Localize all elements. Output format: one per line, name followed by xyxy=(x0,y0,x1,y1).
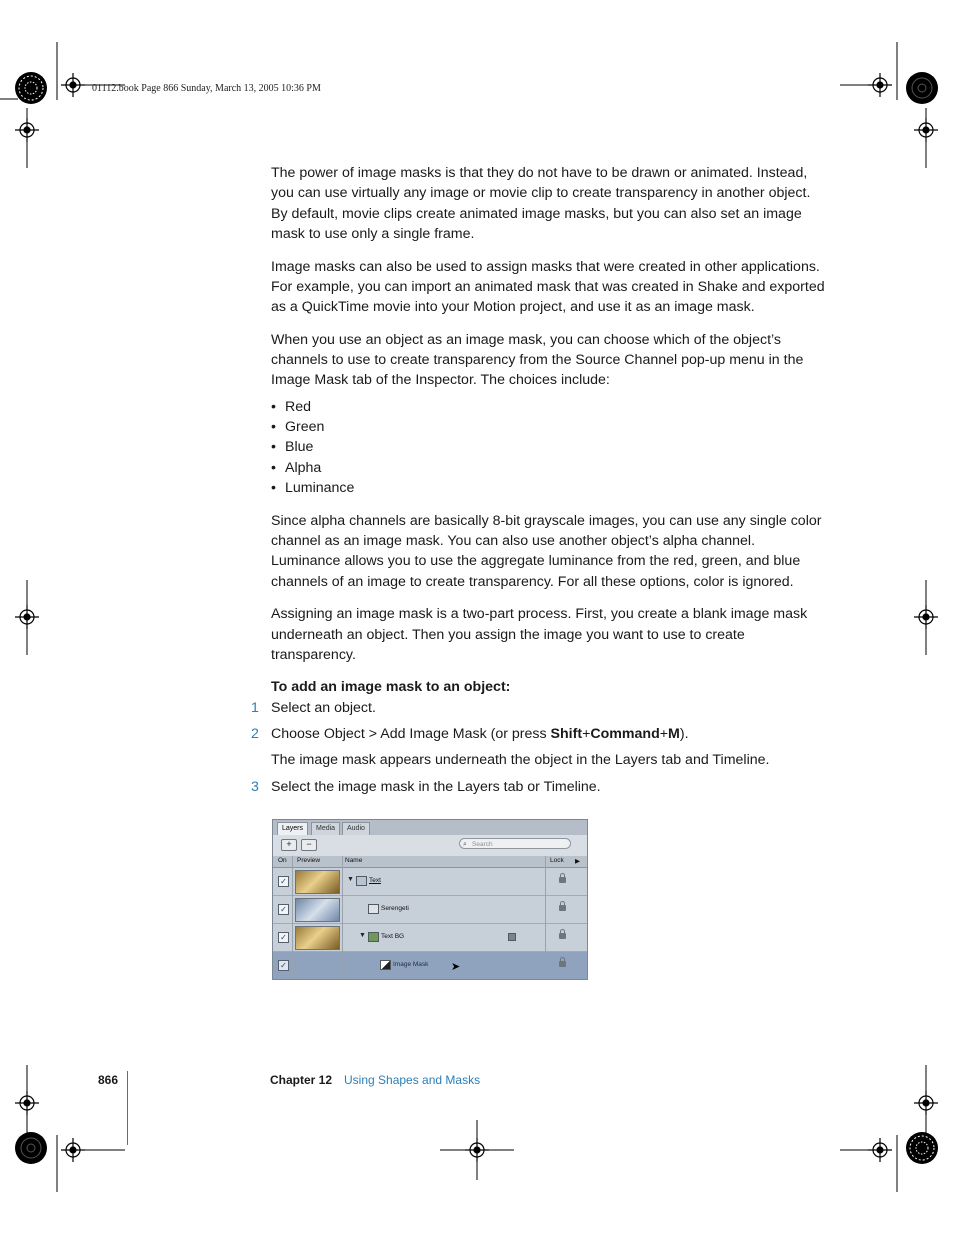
plus: + xyxy=(582,726,591,743)
paragraph: Assigning an image mask is a two-part process. First, you create a blank image mask underneath an object. Then you assign the image you want to use to create transparency. xyxy=(271,606,808,663)
column-preview[interactable]: Preview xyxy=(297,857,321,864)
paragraph: When you use an object as an image mask, you can choose which of the object’s channels to use to create transparency from the Source Channel pop-up menu in the Image Mask tab of the Inspector. The choices include: xyxy=(271,331,804,389)
list-item: • Alpha xyxy=(271,458,827,478)
enable-checkbox[interactable]: ✓ xyxy=(278,904,289,915)
layer-name[interactable]: Image Mask xyxy=(393,961,429,968)
step-number: 3 xyxy=(251,778,259,795)
disclosure-triangle-icon[interactable]: ▼ xyxy=(347,876,354,883)
tab-layers[interactable]: Layers xyxy=(277,822,308,835)
lock-icon[interactable] xyxy=(559,933,566,939)
remove-layer-button[interactable]: − xyxy=(301,839,317,851)
enable-checkbox[interactable]: ✓ xyxy=(278,932,289,943)
paragraph: Since alpha channels are basically 8-bit grayscale images, you can use any single color channel as an image mask. You can also use another object’s alpha channel. Luminance allows you to use the aggregate luminance from the red, green, and blue channels of an image to create transparency. For all these options, color is ignored. xyxy=(271,512,822,590)
disclosure-triangle-icon[interactable]: ▼ xyxy=(359,932,366,939)
step-number: 1 xyxy=(251,699,259,716)
image-layer-icon xyxy=(368,932,379,942)
layer-row[interactable] xyxy=(273,868,587,896)
chapter-title: Using Shapes and Masks xyxy=(344,1073,481,1087)
column-divider xyxy=(545,856,546,979)
chevron-right-icon[interactable]: ▶ xyxy=(575,858,580,865)
layers-toolbar xyxy=(273,835,587,856)
print-slug: 01112.book Page 866 Sunday, March 13, 2005 10:36 PM xyxy=(92,83,321,94)
mask-indicator-icon xyxy=(508,933,516,941)
shift-key: Shift xyxy=(550,726,583,743)
image-mask-icon xyxy=(380,960,391,970)
search-icon: ⌕ xyxy=(463,841,467,848)
lock-icon[interactable] xyxy=(559,961,566,967)
column-on[interactable]: On xyxy=(278,857,287,864)
layers-panel xyxy=(272,819,588,980)
tab-audio[interactable]: Audio xyxy=(342,822,370,835)
m-key: M xyxy=(668,726,680,743)
body-text xyxy=(251,163,827,803)
chapter-label: Chapter 12 xyxy=(270,1073,333,1087)
step-text: Select an object. xyxy=(271,699,376,716)
layer-thumbnail xyxy=(295,870,340,894)
text-layer-icon xyxy=(368,904,379,914)
step-text: Choose Object > Add Image Mask (or press xyxy=(271,726,551,743)
column-name[interactable]: Name xyxy=(345,857,363,864)
column-divider xyxy=(292,856,293,979)
list-item: • Luminance xyxy=(271,478,827,498)
search-input[interactable] xyxy=(459,838,571,849)
step-1 xyxy=(251,698,827,718)
plus: + xyxy=(659,726,669,743)
list-item: • Blue xyxy=(271,437,827,457)
layer-row[interactable] xyxy=(273,924,587,952)
lock-icon[interactable] xyxy=(559,877,566,883)
pointer-cursor-icon: ➤ xyxy=(451,961,461,973)
paragraph: Image masks can also be used to assign masks that were created in other applications. For example, you can import an animated mask that was created in Shake and exported as a QuickTime movie into your Motion project, and use it as an image mask. xyxy=(271,258,825,316)
lock-icon[interactable] xyxy=(559,905,566,911)
list-item: • Red xyxy=(271,397,827,417)
add-layer-button[interactable]: + xyxy=(281,839,297,851)
column-header xyxy=(273,856,587,868)
list-item: • Green xyxy=(271,417,827,437)
channel-list xyxy=(271,397,827,498)
step-text: Select the image mask in the Layers tab or Timeline. xyxy=(271,778,601,795)
layer-name[interactable]: Text xyxy=(369,877,381,884)
group-icon xyxy=(356,876,367,886)
column-divider xyxy=(342,856,343,979)
layer-thumbnail xyxy=(295,926,340,950)
step-2 xyxy=(251,724,827,744)
tab-media[interactable]: Media xyxy=(311,822,340,835)
step-number: 2 xyxy=(251,726,259,743)
layer-name[interactable]: Text BG xyxy=(381,933,405,940)
paragraph: The power of image masks is that they do not have to be drawn or animated. Instead, you can use virtually any image or movie clip to create transparency in another object. By default, movie clips create animated image masks, but you can also set an image mask to use only a single frame. xyxy=(271,165,811,242)
layer-row[interactable] xyxy=(273,896,587,924)
search-placeholder: Search xyxy=(472,841,493,848)
step-text-end: ). xyxy=(679,726,689,743)
procedure-title: To add an image mask to an object: xyxy=(271,679,511,696)
layer-row-selected[interactable] xyxy=(273,952,587,980)
step-3 xyxy=(251,777,827,797)
enable-checkbox[interactable]: ✓ xyxy=(278,876,289,887)
tab-bar xyxy=(273,820,587,835)
column-lock[interactable]: Lock xyxy=(550,857,564,864)
page-number: 866 xyxy=(98,1073,119,1087)
step-2-note: The image mask appears underneath the object in the Layers tab and Timeline. xyxy=(271,752,770,769)
enable-checkbox[interactable]: ✓ xyxy=(278,960,289,971)
layer-thumbnail xyxy=(295,898,340,922)
layer-name[interactable]: Serengeti xyxy=(381,905,409,912)
footer-rule xyxy=(127,1071,128,1145)
command-key: Command xyxy=(590,726,660,743)
